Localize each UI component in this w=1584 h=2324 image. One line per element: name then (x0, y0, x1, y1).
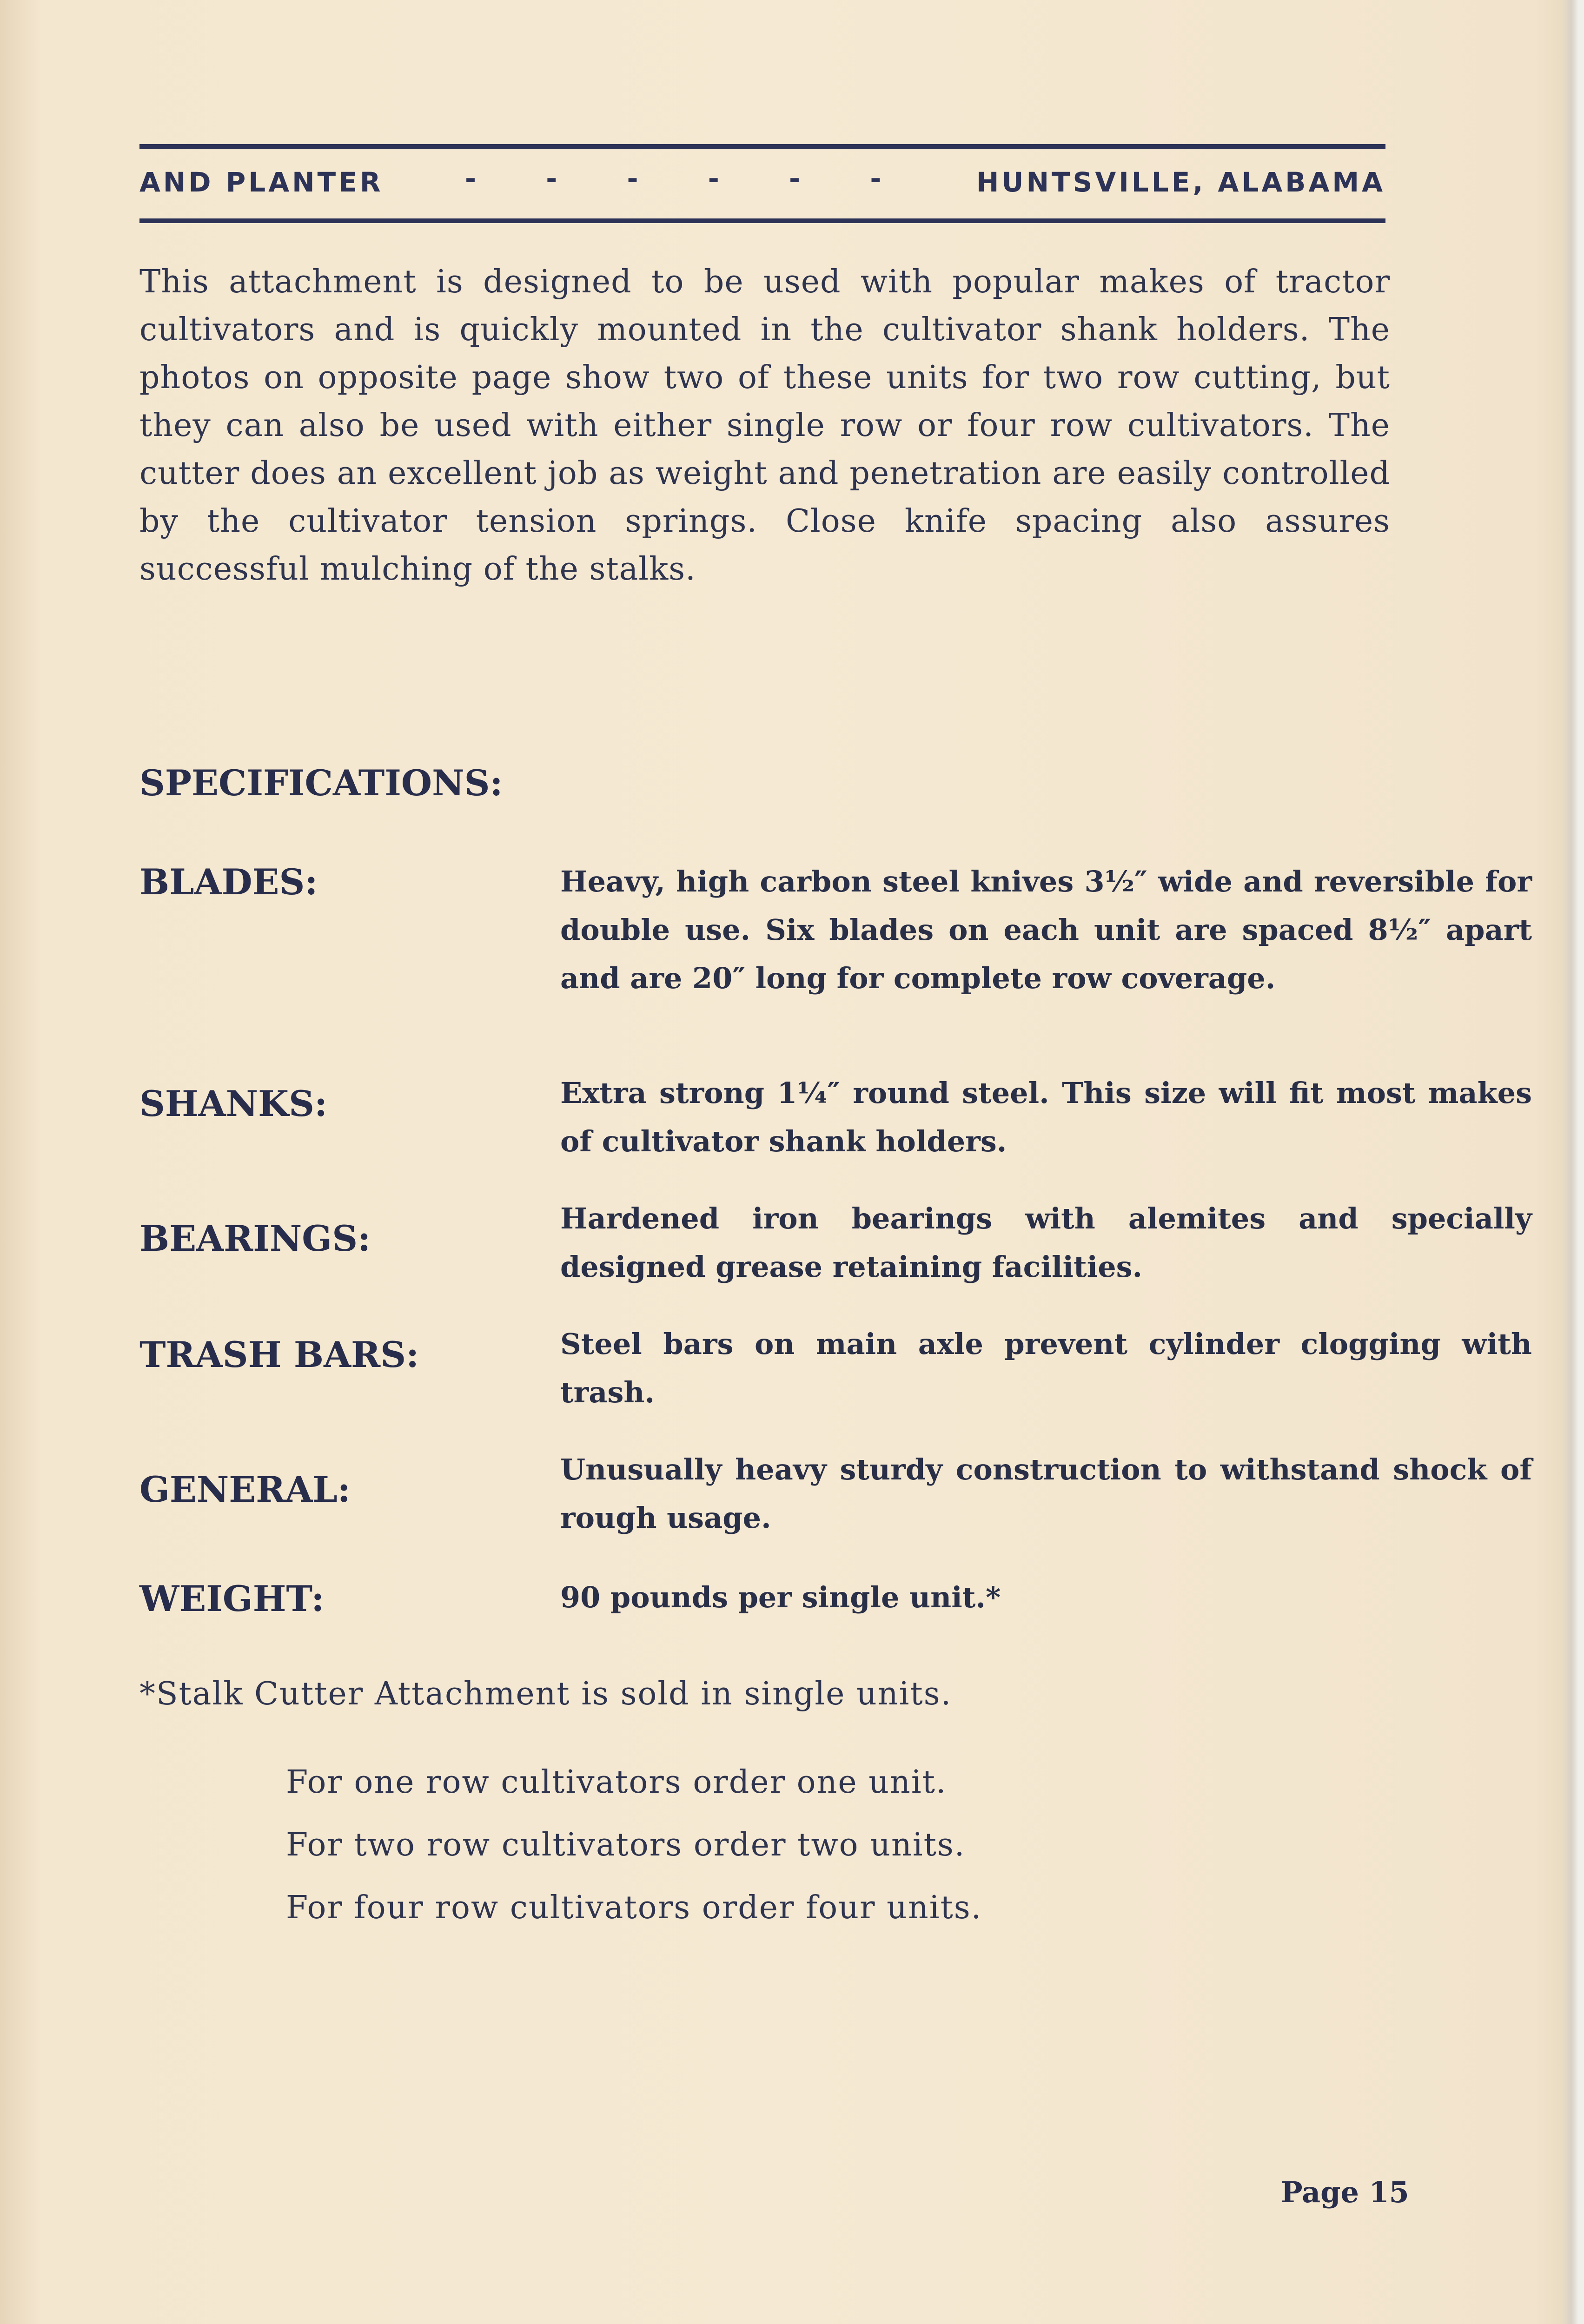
order-line: For two row cultivators order two units. (286, 1827, 966, 1863)
spec-value: Unusually heavy sturdy construction to withstand shock of rough usage. (560, 1452, 1532, 1535)
spec-label: GENERAL: (139, 1469, 351, 1510)
spec-value: Extra strong 1¼″ round steel. This size will fit most makes of cultivator shank holders. (560, 1076, 1532, 1158)
order-line: For four row cultivators order four units. (286, 1889, 982, 1926)
specifications-heading: SPECIFICATIONS: (139, 762, 503, 804)
footnote: *Stalk Cutter Attachment is sold in single units. (139, 1676, 952, 1712)
spec-label: WEIGHT: (139, 1578, 325, 1619)
spec-label: BLADES: (139, 861, 318, 903)
spec-value: Heavy, high carbon steel knives 3½″ wide and reversible for double use. Six blades on each unit are spaced 8½″ apart and are 20″ long for complete row coverage. (560, 865, 1532, 995)
spec-label: BEARINGS: (139, 1218, 371, 1259)
spec-label: TRASH BARS: (139, 1334, 419, 1375)
header-right-text: HUNTSVILLE, ALABAMA (976, 166, 1385, 198)
spec-value: Steel bars on main axle prevent cylinder clogging with trash. (560, 1327, 1532, 1409)
spec-value: 90 pounds per single unit.* (560, 1580, 1001, 1614)
header-left-text: AND PLANTER (139, 166, 384, 198)
intro-paragraph: This attachment is designed to be used with popular makes of tractor cultivators and is quickly mounted in the cultivator shank holders. The photos on opposite page show two of these units for two row cutting, but they can also be used with either single row or four row cultivators. The cutter does an excellent job as weight and penetration are easily controlled by the cultivator tension springs. Close knife spacing also assures successful mulching of the stalks. (139, 264, 1390, 588)
spec-value: Hardened iron bearings with alemites and specially designed grease retaining facilities. (560, 1202, 1532, 1284)
header-dashes: - - - - - - (465, 163, 881, 194)
spec-label: SHANKS: (139, 1083, 328, 1124)
running-header (139, 144, 1385, 223)
order-line: For one row cultivators order one unit. (286, 1764, 947, 1801)
page-number: Page 15 (1281, 2175, 1409, 2209)
